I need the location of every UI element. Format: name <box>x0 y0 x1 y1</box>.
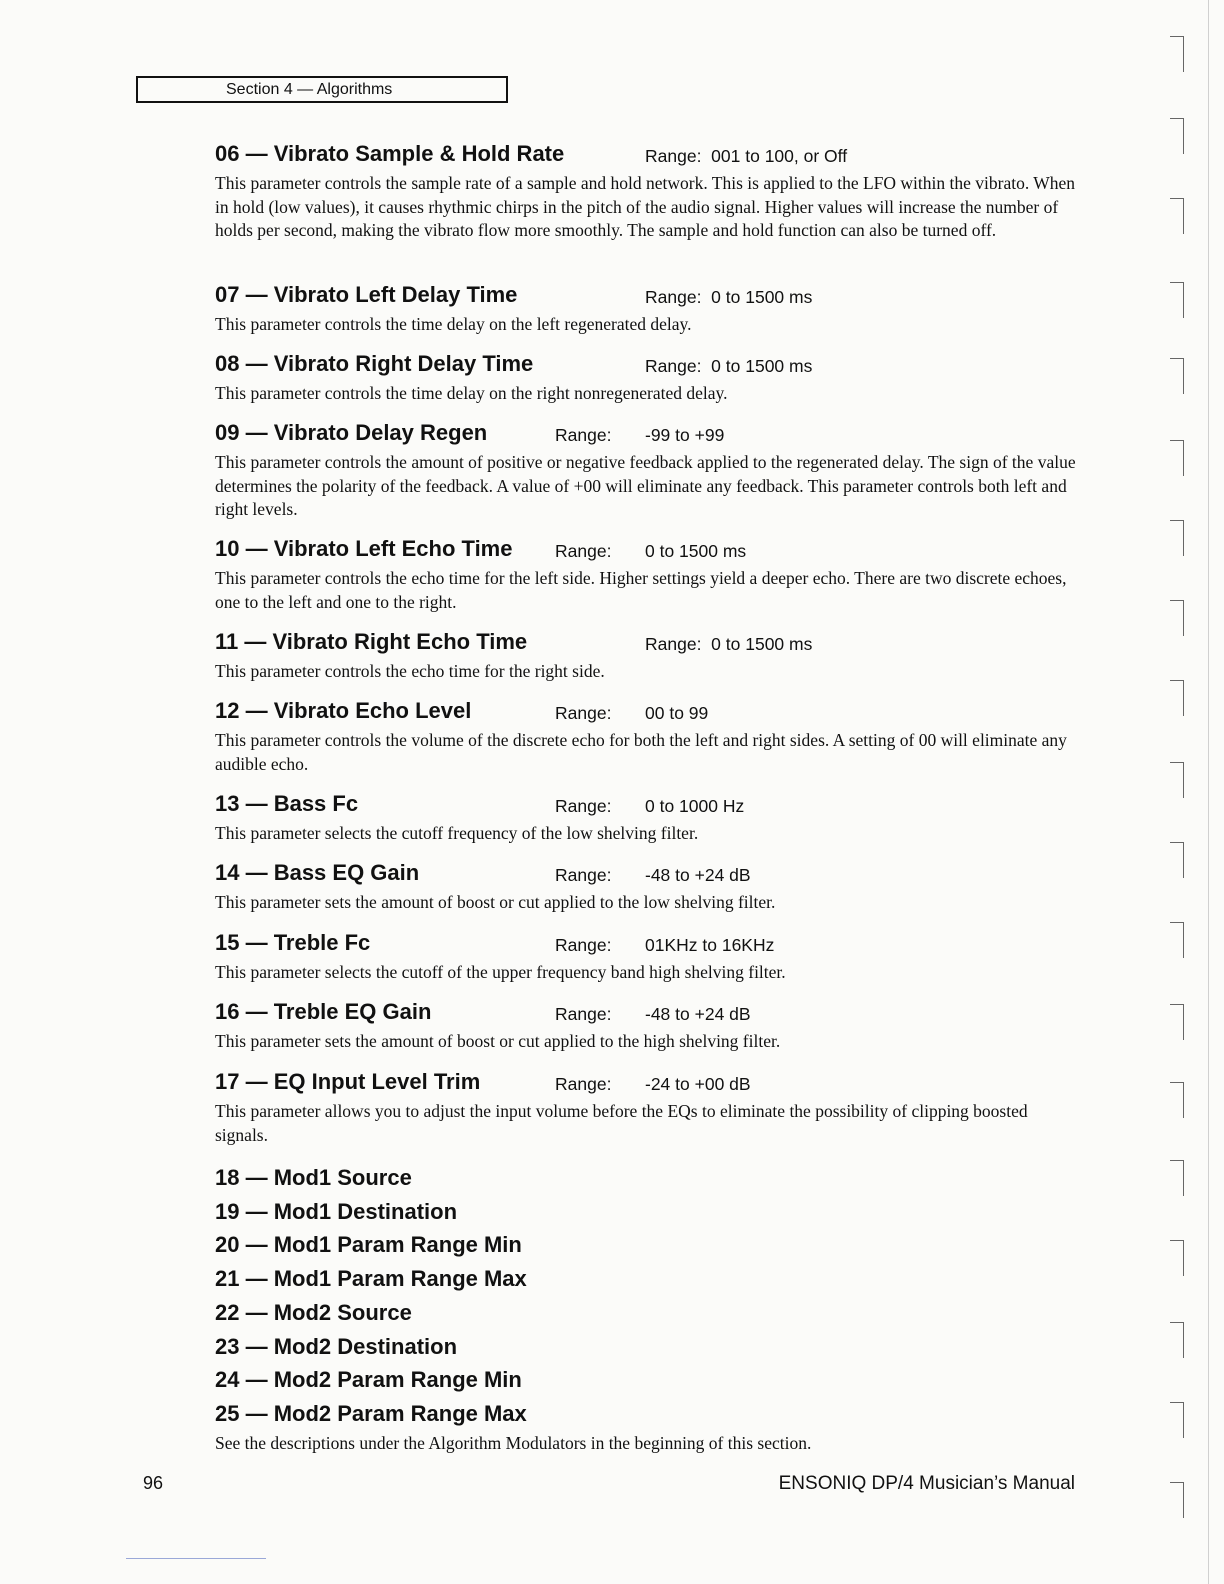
modulators-note: See the descriptions under the Algorithm Modulators in the beginning of this section. <box>215 1433 812 1453</box>
parameter-block <box>215 1067 1085 1147</box>
page-edge-shadow <box>1208 0 1209 1584</box>
binding-mark <box>1170 842 1184 878</box>
parameter-heading <box>215 349 1085 379</box>
parameter-title: 06 — Vibrato Sample & Hold Rate <box>215 141 565 166</box>
range-label: Range: <box>645 356 702 376</box>
binding-mark <box>1170 118 1184 154</box>
parameter-description: This parameter controls the echo time for the left side. Higher settings yield a deeper echo. There are two discrete echoes, one to the left and one to the right. <box>215 568 1067 612</box>
section-label: Section 4 — Algorithms <box>226 81 393 98</box>
parameter-title: 13 — Bass Fc <box>215 791 359 816</box>
range-label: Range: <box>555 1004 612 1024</box>
binding-mark <box>1170 600 1184 636</box>
range-value: 001 to 100, or Off <box>711 146 848 166</box>
modulator-item: 23 — Mod2 Destination <box>215 1333 458 1359</box>
parameter-title: 17 — EQ Input Level Trim <box>215 1069 481 1094</box>
binding-mark <box>1170 282 1184 318</box>
parameter-block <box>215 696 1085 776</box>
range-label: Range: <box>555 703 612 723</box>
range-value: 0 to 1500 ms <box>711 356 813 376</box>
binding-mark <box>1170 1004 1184 1040</box>
binding-mark <box>1170 36 1184 72</box>
parameter-block <box>215 858 1085 915</box>
modulator-item: 24 — Mod2 Param Range Min <box>215 1367 522 1393</box>
parameter-description: This parameter controls the time delay on the left regenerated delay. <box>215 314 692 334</box>
modulator-item: 22 — Mod2 Source <box>215 1299 412 1325</box>
parameter-heading <box>215 928 1085 958</box>
parameter-block <box>215 997 1085 1054</box>
section-header <box>136 76 508 103</box>
modulator-item: 25 — Mod2 Param Range Max <box>215 1400 527 1426</box>
parameter-heading <box>215 418 1085 448</box>
binding-mark <box>1170 1240 1184 1276</box>
parameter-heading <box>215 858 1085 888</box>
parameter-block <box>215 139 1085 243</box>
parameter-description: This parameter selects the cutoff frequency of the low shelving filter. <box>215 823 699 843</box>
range-label: Range: <box>555 935 612 955</box>
binding-mark <box>1170 1322 1184 1358</box>
binding-mark <box>1170 922 1184 958</box>
parameter-heading <box>215 997 1085 1027</box>
binding-mark <box>1170 520 1184 556</box>
parameter-description: This parameter controls the amount of positive or negative feedback applied to the regenerated delay. The sign of the value determines the polarity of the feedback. A value of +00 will eliminate any feedback. This parameter controls both left and right levels. <box>215 452 1076 519</box>
range-label: Range: <box>645 287 702 307</box>
range-label: Range: <box>555 1074 612 1094</box>
binding-mark <box>1170 680 1184 716</box>
range-value: -48 to +24 dB <box>645 1004 751 1024</box>
range-label: Range: <box>645 634 702 654</box>
parameter-range <box>555 860 751 890</box>
parameter-title: 16 — Treble EQ Gain <box>215 999 432 1024</box>
binding-mark <box>1170 1402 1184 1438</box>
modulator-item: 18 — Mod1 Source <box>215 1165 412 1190</box>
parameter-heading <box>215 696 1085 726</box>
parameter-range <box>555 536 746 566</box>
parameter-title: 08 — Vibrato Right Delay Time <box>215 351 534 376</box>
parameter-range <box>555 698 708 728</box>
parameter-range <box>555 930 774 960</box>
parameter-heading <box>215 139 1085 169</box>
binding-mark <box>1170 440 1184 476</box>
parameter-block <box>215 534 1085 614</box>
modulator-item: 20 — Mod1 Param Range Min <box>215 1232 522 1258</box>
parameter-range <box>645 629 812 659</box>
parameter-title: 15 — Treble Fc <box>215 930 371 955</box>
parameter-heading <box>215 280 1085 310</box>
range-value: 0 to 1500 ms <box>645 541 747 561</box>
parameter-title: 10 — Vibrato Left Echo Time <box>215 536 513 561</box>
parameter-description: This parameter sets the amount of boost or cut applied to the low shelving filter. <box>215 892 776 912</box>
parameter-range <box>645 282 812 312</box>
parameter-range <box>555 999 751 1029</box>
parameter-range <box>555 420 724 450</box>
range-value: 0 to 1000 Hz <box>645 796 745 816</box>
binding-mark <box>1170 358 1184 394</box>
parameter-heading <box>215 1067 1085 1097</box>
scan-artifact-rule <box>126 1558 266 1559</box>
range-value: -99 to +99 <box>645 425 725 445</box>
binding-mark <box>1170 1482 1184 1518</box>
parameter-description: This parameter controls the echo time for the right side. <box>215 661 605 681</box>
parameter-description: This parameter selects the cutoff of the upper frequency band high shelving filter. <box>215 962 786 982</box>
parameter-description: This parameter allows you to adjust the input volume before the EQs to eliminate the possibility of clipping boosted signals. <box>215 1101 1028 1145</box>
binding-mark <box>1170 1082 1184 1118</box>
range-value: 0 to 1500 ms <box>711 634 813 654</box>
range-value: -24 to +00 dB <box>645 1074 751 1094</box>
range-label: Range: <box>555 541 612 561</box>
parameter-block <box>215 418 1085 522</box>
page-number: 96 <box>143 1473 164 1493</box>
range-label: Range: <box>555 796 612 816</box>
parameter-description: This parameter controls the volume of the discrete echo for both the left and right sides. A setting of 00 will eliminate any audible echo. <box>215 730 1067 774</box>
parameter-block <box>215 627 1085 684</box>
modulator-item: 19 — Mod1 Destination <box>215 1198 458 1224</box>
parameter-title: 14 — Bass EQ Gain <box>215 860 420 885</box>
parameter-range <box>645 141 847 171</box>
manual-title: ENSONIQ DP/4 Musician’s Manual <box>778 1473 1075 1494</box>
parameter-heading <box>215 627 1085 657</box>
range-value: 00 to 99 <box>645 703 709 723</box>
parameter-heading <box>215 789 1085 819</box>
binding-mark <box>1170 198 1184 234</box>
parameter-range <box>555 791 744 821</box>
parameter-title: 11 — Vibrato Right Echo Time <box>215 629 528 654</box>
parameter-block <box>215 928 1085 985</box>
parameter-title: 07 — Vibrato Left Delay Time <box>215 282 518 307</box>
parameter-title: 09 — Vibrato Delay Regen <box>215 420 488 445</box>
binding-mark <box>1170 1160 1184 1196</box>
range-label: Range: <box>555 425 612 445</box>
range-value: -48 to +24 dB <box>645 865 751 885</box>
parameter-description: This parameter controls the sample rate of a sample and hold network. This is applied to the LFO within the vibrato. When in hold (low values), it causes rhythmic chirps in the pitch of the audio signal. Higher values will increase the number of holds per second, making the vibrato flow more smoothly. The sample and hold function can also be turned off. <box>215 173 1076 240</box>
parameter-block <box>215 789 1085 846</box>
binding-mark <box>1170 762 1184 798</box>
parameter-title: 12 — Vibrato Echo Level <box>215 698 472 723</box>
range-value: 0 to 1500 ms <box>711 287 813 307</box>
parameter-heading <box>215 534 1085 564</box>
range-label: Range: <box>645 146 702 166</box>
parameter-description: This parameter controls the time delay on the right nonregenerated delay. <box>215 383 728 403</box>
parameter-range <box>555 1069 751 1099</box>
parameter-block <box>215 349 1085 406</box>
range-value: 01KHz to 16KHz <box>645 935 775 955</box>
range-label: Range: <box>555 865 612 885</box>
parameter-description: This parameter sets the amount of boost or cut applied to the high shelving filter. <box>215 1031 781 1051</box>
modulator-list <box>215 1161 1075 1431</box>
modulator-item: 21 — Mod1 Param Range Max <box>215 1266 527 1292</box>
parameter-range <box>645 351 812 381</box>
parameter-block <box>215 280 1085 337</box>
